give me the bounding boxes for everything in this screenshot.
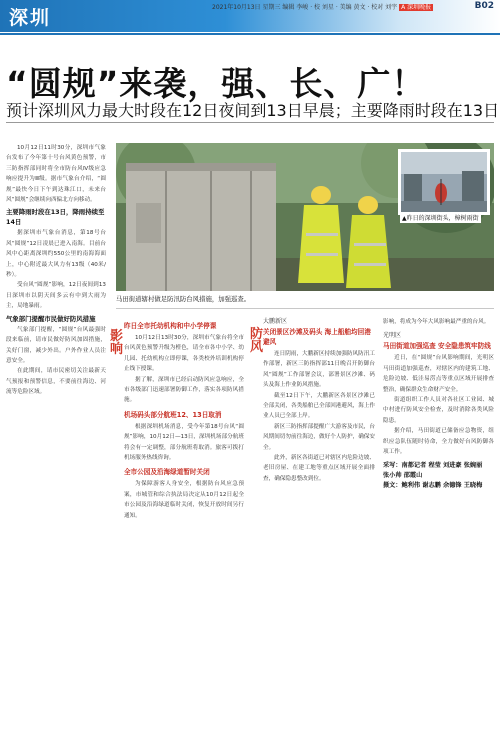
article-paragraph: 近日，在“圆规”台风影响期间，光明区马田街道加强巡查，对辖区内的建筑工地、危险边坡、低洼易涝点等重点区域开展排查整治，确保群众生命财产安全。 — [383, 355, 494, 393]
article-subtitle: 主要降雨时段在13日，降雨持续至14日 — [6, 208, 105, 227]
impact-heading: 昨日全市托幼机构和中小学停课 — [124, 322, 217, 330]
article-paragraph: 街道组织工作人员对各社区工业园、城中村进行防风安全检查，及时消除各类风险隐患。 — [383, 397, 494, 424]
inset-caption: ▲昨日的深圳街头，樟树雨街 — [400, 212, 481, 223]
article-paragraph: 影响，将成为今年大风影响最严重的台风。 — [383, 319, 490, 325]
page-number: B02 — [474, 1, 494, 11]
district-name: 光明区 — [383, 332, 402, 340]
photo-caption: 马田街道辖村做足防汛防台风措施，加强巡查。 — [116, 295, 251, 303]
section-label-text: 防风 — [250, 327, 264, 355]
date-line: 2021年10月13日 星期三 — [212, 4, 281, 11]
article-paragraph: 据介绍，马田街道已储备应急物资，组织应急队伍随时待命，全力做好台风防御各项工作。 — [383, 428, 494, 456]
article-paragraph: 在此期间，请市民密切关注最新天气预报和预警信息，不要前往海边、河流等危险区域。 — [6, 368, 106, 396]
impact-heading: 全市公园及沿海绿道暂时关闭 — [124, 468, 210, 477]
section-label-windproof — [250, 328, 262, 354]
article-paragraph: 受台风“圆规”影响，12日夜间到13日深圳市以阴天间多云有中到大雨为主，局地暴雨。 — [6, 282, 106, 310]
page-header — [0, 0, 500, 36]
byline: 张小帅 邵霞山 — [383, 472, 423, 480]
subheadline: 预计深圳风力最大时段在12日夜间到13日早晨；主要降雨时段在13日 — [6, 101, 500, 120]
article-paragraph: 据深圳市气象台消息，第18号台风“圆规”12日凌晨已进入南海。目前台风中心距离深圳约550公里的南海海面上，中心附近最大风力有13级（40米/秒）。 — [6, 230, 106, 279]
article-paragraph: 气象部门提醒，“圆规”台风最强时段来临前，请市民做好防风加固措施，关好门窗，减少外出。户外作业人员注意安全。 — [6, 326, 106, 364]
article-paragraph: 10月12日13时30分，深圳市气象台将全市台风黄色预警升级为橙色，请全市各中小学、幼儿园、托幼机构立即停课，各类校外培训机构停止线下授课。 — [124, 335, 244, 373]
district-name: 大鹏新区 — [263, 318, 288, 325]
article-paragraph: 根据深圳机场消息，受今年第18号台风“圆规”影响，10月12日—13日，深圳机场部分航班将会有一定调整，部分航班将取消。旅客可拨打机场服务热线咨询。 — [124, 423, 244, 462]
article-paragraph: 截至12日下午，大鹏新区各景区沙滩已全部关闭，各类船舶已全部回港避风，海上作业人员已全部上岸。 — [263, 392, 375, 420]
article-paragraph: 据了解，深圳市已经启动防风应急响应，全市各级部门迅速部署防御工作，落实各项防风措施。 — [124, 376, 244, 404]
headline-rule — [6, 122, 494, 123]
headline: “圆规”来袭，强、长、广！ — [6, 64, 426, 103]
windproof-column — [263, 317, 375, 747]
article-paragraph: 此外，新区各街道已对辖区内危险边坡、老旧房屋、在建工地等重点区域开展全面排查，确保隐患整改到位。 — [263, 455, 375, 482]
section-label-text: 影响 — [110, 329, 124, 357]
header-meta — [212, 2, 433, 11]
article-paragraph: 连日阴雨，大鹏新区持续加强防风防汛工作部署，新区三防指挥部11日晚召开防御台风“圆规”工作部署会议，部署景区沙滩、码头及海上作业防风措施。 — [263, 351, 375, 389]
article-subtitle: 气象部门提醒市民做好防风措施 — [6, 314, 96, 323]
left-column — [6, 143, 106, 743]
district-heading: 马田街道加强巡查 安全隐患筑牢防线 — [383, 342, 491, 351]
editor-line: 编辑 李峻 · 校 刘星 · 美编 黄文 · 校对 刘宇 — [282, 4, 398, 11]
byline: 采写：南都记者 程莹 刘进豪 张婉丽 — [383, 462, 483, 470]
district-heading: 关闭景区沙滩及码头 海上船舶均回港避风 — [263, 328, 371, 346]
section-label-impact — [110, 330, 122, 356]
article-paragraph: 10月12日11时30分，深圳市气象台发布了今年第十号台风黄色预警，市三防指挥部同时将全市防台风Ⅳ级应急响应提升为Ⅲ级。据市气象台介绍，“圆规”最快今日下午到达珠江口，未来台风“圆规”会继续向西偏北方向移动。 — [6, 145, 106, 204]
impact-column — [124, 317, 244, 747]
article-paragraph: 新区三防指挥部提醒广大游客及市民，台风期间切勿前往海边，做好个人防护，确保安全。 — [263, 423, 375, 451]
article-paragraph: 为保障游客人身安全，根据防台风应急预案，市城管和综合执法局决定从10月12日起全市公园及沿海绿道临时关闭，恢复开放时间另行通知。 — [124, 481, 244, 519]
section-divider — [116, 308, 494, 309]
paper-badge: A 深圳晚报 — [401, 4, 432, 11]
byline: 摄文：鲍利伟 谢志鹏 余德锋 王晓梅 — [383, 482, 483, 490]
impact-heading: 机场码头部分航班12、13日取消 — [124, 410, 222, 419]
section-title: 深圳 — [9, 7, 52, 29]
header-rule — [0, 33, 500, 35]
right-column — [383, 317, 494, 747]
